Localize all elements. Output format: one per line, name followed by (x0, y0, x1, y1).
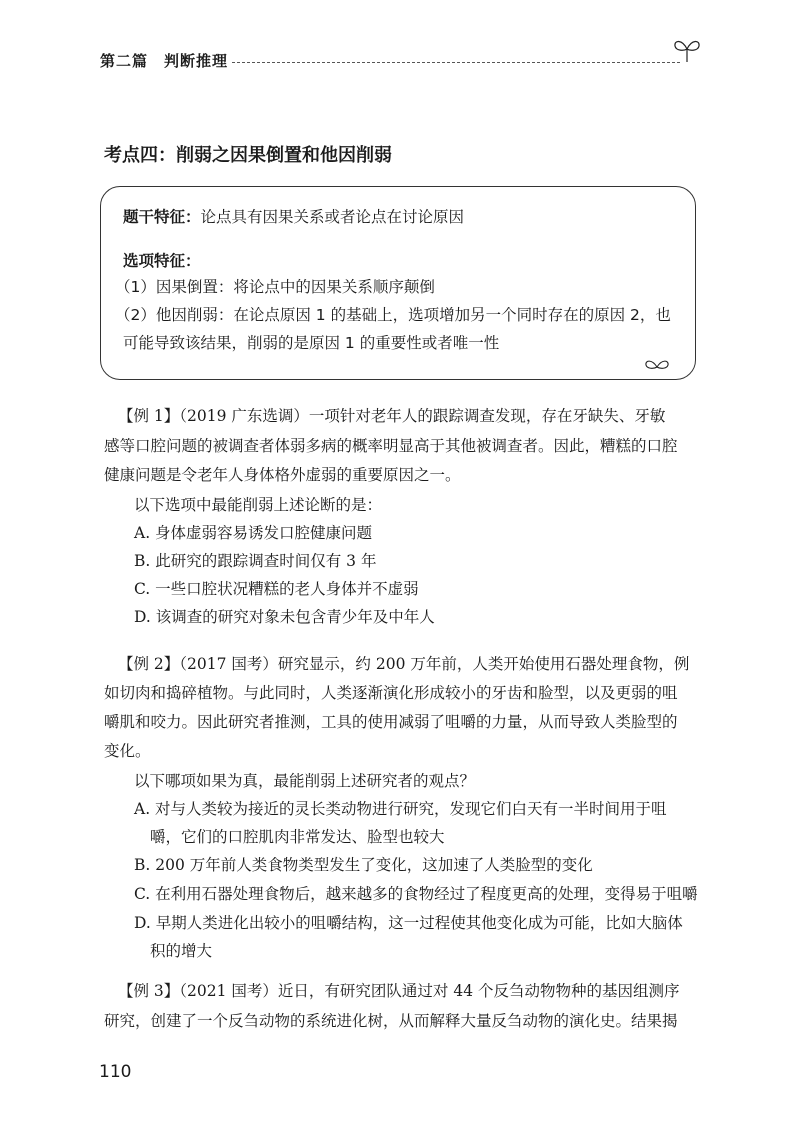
stem-label: 题干特征： (123, 208, 201, 226)
ex2-option-b: B. 200 万年前人类食物类型发生了变化，这加速了人类脸型的变化 (134, 856, 593, 874)
ex1-option-a: A. 身体虚弱容易诱发口腔健康问题 (134, 524, 373, 542)
ex1-question: 以下选项中最能削弱上述论断的是： (134, 496, 383, 514)
section-title: 考点四：削弱之因果倒置和他因削弱 (104, 145, 392, 166)
ex2-line-2: 如切肉和捣碎植物。与此同时，人类逐渐演化形成较小的牙齿和脸型，以及更弱的咀 (104, 684, 678, 702)
ex1-option-b: B. 此研究的跟踪调查时间仅有 3 年 (134, 552, 377, 570)
ex1-line-1: 【例 1】（2019 广东选调）一项针对老年人的跟踪调查发现，存在牙缺失、牙敏 (118, 407, 666, 425)
ex2-line-3: 嚼肌和咬力。因此研究者推测，工具的使用减弱了咀嚼的力量，从而导致人类脸型的 (104, 713, 678, 731)
page-number: 110 (99, 1062, 132, 1082)
running-header (100, 48, 700, 78)
ex1-line-2: 感等口腔问题的被调查者体弱多病的概率明显高于其他被调查者。因此，糟糕的口腔 (104, 437, 678, 455)
ex2-option-d-cont: 积的增大 (150, 942, 213, 960)
ex2-line-4: 变化。 (104, 742, 151, 760)
ex2-option-a: A. 对与人类较为接近的灵长类动物进行研究，发现它们白天有一半时间用于咀 (134, 800, 667, 818)
ex2-option-c: C. 在利用石器处理食物后，越来越多的食物经过了程度更高的处理，变得易于咀嚼 (134, 885, 698, 903)
feature-item-2-cont: 可能导致该结果，削弱的是原因 1 的重要性或者唯一性 (123, 334, 500, 352)
header-rule (232, 62, 680, 63)
ex2-option-a-cont: 嚼，它们的口腔肌肉非常发达、脸型也较大 (150, 828, 445, 846)
stem-feature (123, 205, 464, 227)
options-label: 选项特征： (123, 252, 201, 270)
header-title: 第二篇 判断推理 (100, 52, 229, 70)
ex1-line-3: 健康问题是令老年人身体格外虚弱的重要原因之一。 (104, 466, 461, 484)
ex2-question: 以下哪项如果为真，最能削弱上述研究者的观点？ (134, 772, 476, 790)
ex1-option-d: D. 该调查的研究对象未包含青少年及中年人 (134, 608, 435, 626)
leaf-icon (643, 356, 671, 375)
sprout-icon (672, 34, 702, 68)
ex3-line-1: 【例 3】（2021 国考）近日，有研究团队通过对 44 个反刍动物物种的基因组测序 (118, 982, 680, 1000)
ex2-option-d: D. 早期人类进化出较小的咀嚼结构，这一过程使其他变化成为可能，比如大脑体 (134, 914, 683, 932)
stem-text: 论点具有因果关系或者论点在讨论原因 (200, 208, 465, 226)
ex2-line-1: 【例 2】（2017 国考）研究显示，约 200 万年前，人类开始使用石器处理食物，例 (118, 655, 690, 673)
feature-box (100, 186, 696, 380)
feature-item-1: （1）因果倒置：将论点中的因果关系顺序颠倒 (115, 278, 435, 296)
feature-item-2: （2）他因削弱：在论点原因 1 的基础上，选项增加另一个同时存在的原因 2，也 (115, 306, 671, 324)
ex1-option-c: C. 一些口腔状况糟糕的老人身体并不虚弱 (134, 580, 419, 598)
ex3-line-2: 研究，创建了一个反刍动物的系统进化树，从而解释大量反刍动物的演化史。结果揭 (104, 1012, 678, 1030)
